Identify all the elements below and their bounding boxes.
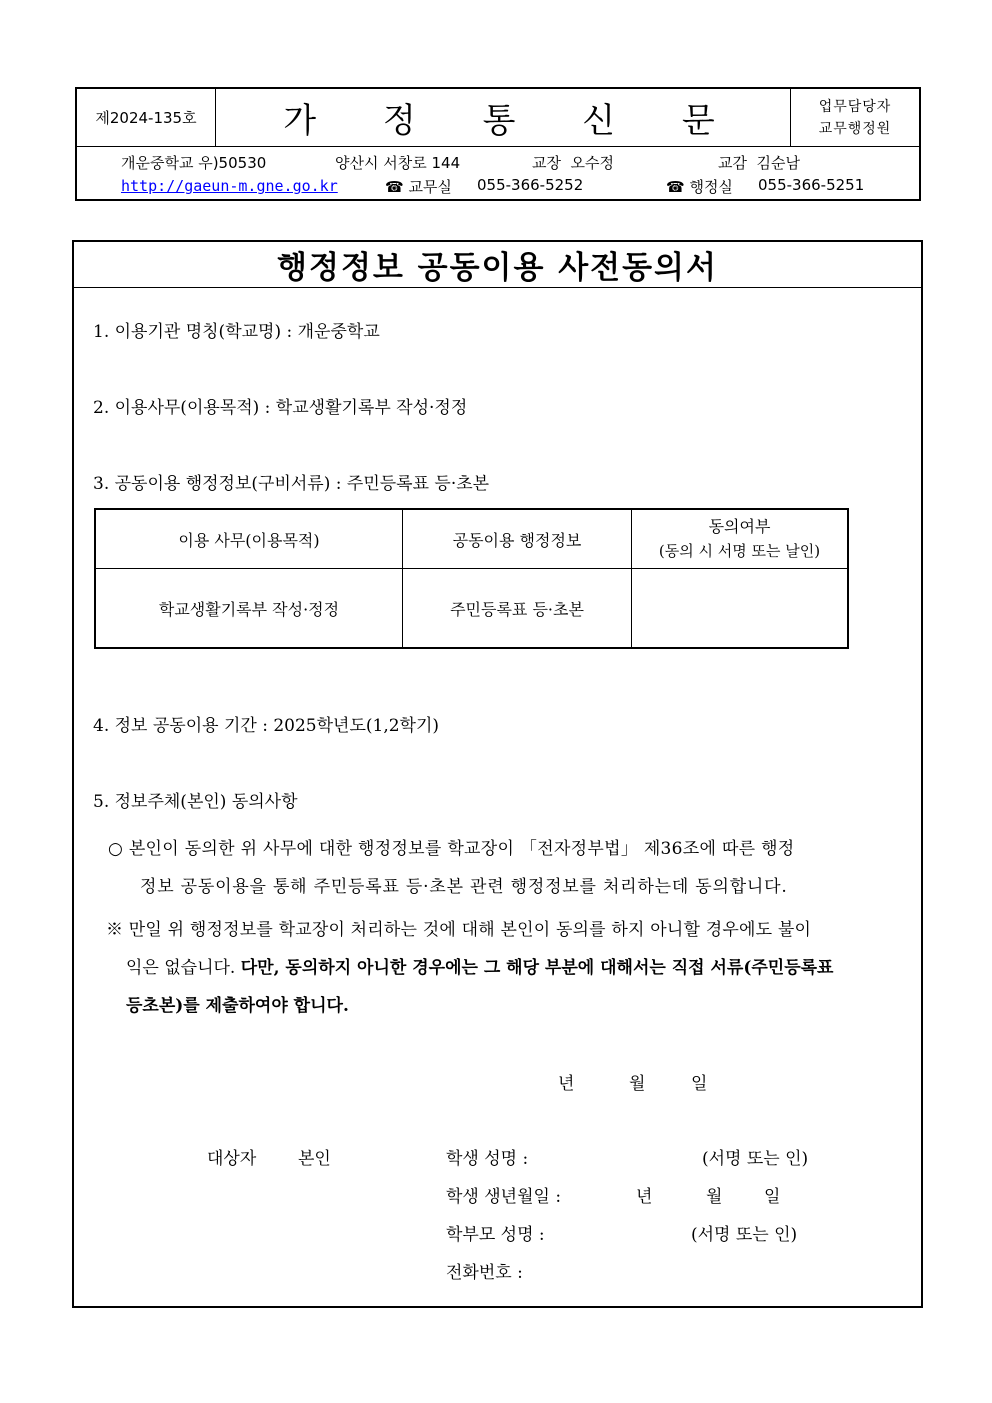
form-title: 행정정보 공동이용 사전동의서: [74, 242, 921, 288]
staff-line-1: 업무담당자: [818, 98, 892, 115]
consent-statement-line1: ○ 본인이 동의한 위 사무에 대한 행정정보를 학교장이 「전자정부법」 제36조에 따른 행정: [108, 839, 795, 859]
vice-principal-name: 교감 김순남: [718, 154, 800, 172]
newsletter-title: 가 정 통 신 문: [283, 101, 743, 141]
note-line2-plain: 익은 없습니다.: [126, 958, 241, 978]
staff-in-charge: [790, 89, 919, 146]
item-shared-information: 3. 공동이용 행정정보(구비서류) : 주민등록표 등·초본: [93, 474, 490, 494]
consent-statement-line2: 정보 공동이용을 통해 주민등록표 등·초본 관련 행정정보를 처리하는데 동의합니다.: [140, 877, 788, 897]
note-line1: ※ 만일 위 행정정보를 학교장이 처리하는 것에 대해 본인이 동의를 하지 아니할 경우에도 불이: [106, 920, 812, 940]
parent-name-label: 학부모 성명 :: [446, 1225, 545, 1245]
parent-name-sign: (서명 또는 인): [691, 1225, 798, 1245]
consent-table: [94, 508, 849, 649]
phone-label: 전화번호 :: [446, 1263, 523, 1283]
road-address: 양산시 서창로 144: [335, 154, 461, 172]
item-purpose: 2. 이용사무(이용목적) : 학교생활기록부 작성·정정: [93, 398, 468, 418]
student-name-field[interactable]: [554, 1142, 694, 1166]
birth-year-label: 년: [636, 1187, 653, 1207]
table-header-consent: [632, 510, 847, 568]
table-cell-shared-info: 주민등록표 등·초본: [450, 599, 584, 619]
table-header-consent-line2: (동의 시 서명 또는 날인): [658, 542, 821, 560]
subject-label: 대상자: [207, 1149, 257, 1169]
date-year-label: 년: [558, 1074, 575, 1094]
student-birth-label: 학생 생년월일 :: [446, 1187, 562, 1207]
admin-phone-label: ☎ 행정실: [666, 178, 733, 196]
item-period: 4. 정보 공동이용 기간 : 2025학년도(1,2학기): [93, 716, 440, 736]
student-name-sign: (서명 또는 인): [702, 1149, 809, 1169]
newsletter-header: [75, 87, 921, 201]
office-phone-number: 055-366-5252: [477, 176, 584, 194]
school-website-link[interactable]: http://gaeun-m.gne.go.kr: [121, 177, 338, 195]
note-line2-bold: 다만, 동의하지 아니한 경우에는 그 해당 부분에 대해서는 직접 서류(주민등록표: [240, 958, 834, 978]
item-institution-name: 1. 이용기관 명칭(학교명) : 개운중학교: [93, 322, 380, 342]
document-number: 제2024-135호: [77, 89, 216, 146]
note-line2: [126, 953, 833, 978]
note-line3: 등초본)를 제출하여야 합니다.: [126, 996, 349, 1016]
school-address: 개운중학교 우)50530: [121, 154, 267, 172]
phone-field[interactable]: [544, 1256, 744, 1280]
table-header-purpose: 이용 사무(이용목적): [178, 530, 320, 550]
principal-name: 교장 오수정: [532, 154, 614, 172]
item-consent-matters: 5. 정보주체(본인) 동의사항: [93, 792, 298, 812]
table-header-shared-info: 공동이용 행정정보: [452, 530, 582, 550]
birth-day-label: 일: [764, 1187, 781, 1207]
table-header-consent-line1: 동의여부: [708, 517, 771, 536]
student-name-label: 학생 성명 :: [446, 1149, 529, 1169]
parent-name-field[interactable]: [554, 1218, 684, 1242]
header-title-row: [77, 89, 919, 147]
birth-month-label: 월: [706, 1187, 723, 1207]
date-month-label: 월: [629, 1074, 646, 1094]
date-day-label: 일: [691, 1074, 708, 1094]
table-cell-purpose: 학교생활기록부 작성·정정: [158, 599, 340, 619]
subject-value: 본인: [298, 1149, 331, 1169]
consent-form: [72, 240, 923, 1308]
office-phone-label: ☎ 교무실: [385, 178, 452, 196]
admin-phone-number: 055-366-5251: [758, 176, 865, 194]
staff-line-2: 교무행정원: [818, 120, 892, 137]
consent-signature-field[interactable]: [632, 569, 847, 647]
